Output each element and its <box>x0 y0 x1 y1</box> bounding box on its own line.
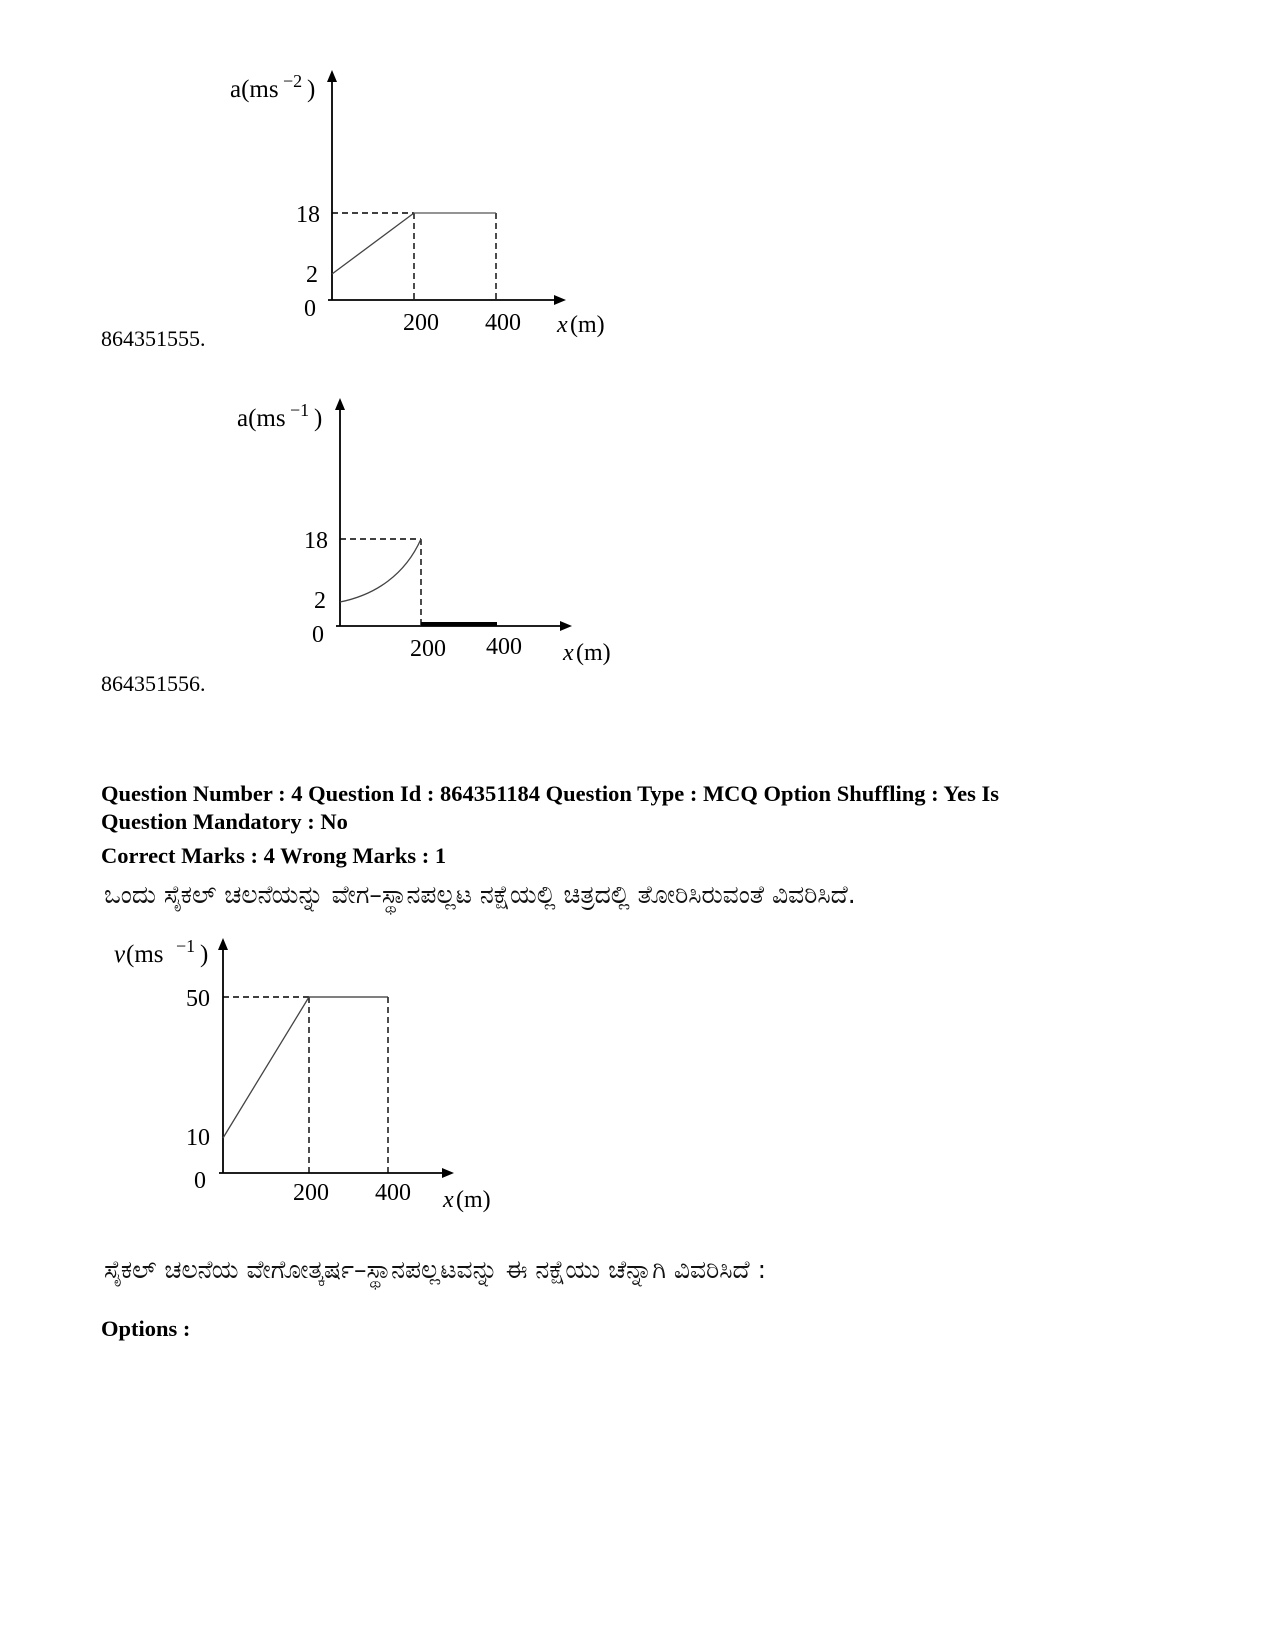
x-axis-arrow <box>560 621 572 631</box>
y-tick-50: 50 <box>186 986 210 1012</box>
x-axis-arrow <box>442 1168 454 1178</box>
x-tick-400: 400 <box>486 634 522 660</box>
y-tick-10: 10 <box>186 1125 210 1151</box>
y-tick-0: 0 <box>194 1168 206 1194</box>
question-meta-line2: Question Mandatory : No <box>101 809 348 834</box>
y-tick-0: 0 <box>304 296 316 322</box>
x-axis-arrow <box>554 295 566 305</box>
question-text: ಒಂದು ಸೈಕಲ್ ಚಲನೆಯನ್ನು ವೇಗ–ಸ್ಥಾನಪಲ್ಲಟ ನಕ್ಷೆಯಲ್ಲಿ ಚಿತ್ರದಲ್ಲಿ ತೋರಿಸಿರುವಂತೆ ವಿವರಿಸಿದೆ. <box>104 880 856 909</box>
x-axis-label-unit: (m) <box>570 312 605 338</box>
x-axis-label-unit: (m) <box>456 1187 491 1213</box>
y-axis-label-exponent: −1 <box>290 400 310 420</box>
data-line-rising <box>223 997 309 1138</box>
y-axis-label-exponent: −1 <box>176 936 196 956</box>
y-axis-label-close: ) <box>314 405 323 432</box>
option-1-id: 864351555. <box>101 326 206 351</box>
y-tick-0: 0 <box>312 622 324 648</box>
question-graph <box>100 930 540 1240</box>
y-axis-label-close: ) <box>307 76 316 103</box>
y-tick-18: 18 <box>304 528 328 554</box>
y-axis-arrow <box>218 938 228 950</box>
x-tick-400: 400 <box>485 310 521 336</box>
option-1-graph <box>200 60 640 360</box>
option-2-id: 864351556. <box>101 671 206 696</box>
y-axis-label-main: a(ms <box>230 76 279 103</box>
data-curve <box>340 539 421 602</box>
y-tick-2: 2 <box>314 588 326 614</box>
y-axis-label-rest: (ms <box>126 941 164 968</box>
x-tick-200: 200 <box>293 1180 329 1206</box>
x-tick-200: 200 <box>410 636 446 662</box>
y-axis-label-exponent: −2 <box>283 71 303 91</box>
option-2-graph <box>200 392 640 692</box>
y-axis-arrow <box>335 398 345 410</box>
question-marks: Correct Marks : 4 Wrong Marks : 1 <box>101 843 447 868</box>
y-axis-label-main: a(ms <box>237 405 286 432</box>
question-metadata <box>101 780 1201 836</box>
y-axis-arrow <box>327 70 337 82</box>
y-axis-label-main: v <box>114 941 126 968</box>
y-tick-18: 18 <box>296 202 320 228</box>
x-tick-400: 400 <box>375 1180 411 1206</box>
x-axis-label: x <box>557 312 568 338</box>
x-tick-200: 200 <box>403 310 439 336</box>
options-label: Options : <box>101 1316 191 1341</box>
question-prompt: ಸೈಕಲ್ ಚಲನೆಯ ವೇಗೋತ್ಕರ್ಷ–ಸ್ಥಾನಪಲ್ಲಟವನ್ನು ಈ ನಕ್ಷೆಯು ಚೆನ್ನಾಗಿ ವಿವರಿಸಿದೆ : <box>104 1255 767 1284</box>
y-tick-2: 2 <box>306 262 318 288</box>
x-axis-label: x <box>443 1187 454 1213</box>
x-axis-label: x <box>563 640 574 666</box>
question-meta-line1: Question Number : 4 Question Id : 864351184 Question Type : MCQ Option Shuffling : Yes Is <box>101 781 1000 806</box>
data-line-rising <box>332 213 414 274</box>
y-axis-label-close: ) <box>200 941 209 968</box>
x-axis-label-unit: (m) <box>576 640 611 666</box>
